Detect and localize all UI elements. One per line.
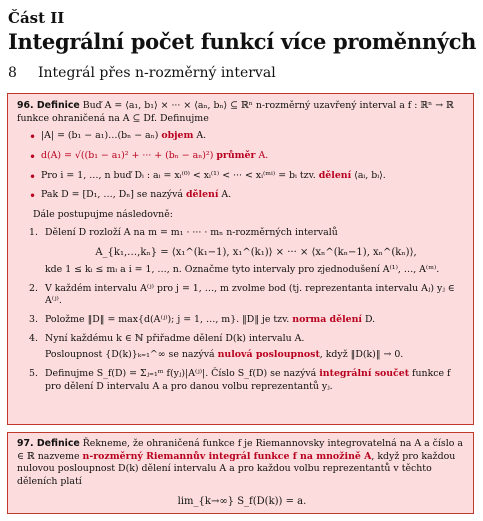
step-tail: , když ‖D(k)‖ → 0.: [319, 349, 404, 361]
bullet-tail: A.: [255, 150, 269, 162]
term-partition: dělení: [318, 169, 352, 181]
term-volume: objem: [161, 130, 194, 142]
step-1: [29, 227, 467, 277]
definition-96-bullets: [17, 130, 467, 202]
step-4: [29, 333, 467, 362]
step-1-after: kde 1 ≤ kᵢ ≤ mᵢ a i = 1, …, n. Označme tyto intervaly pro zjednodušení A⁽¹⁾, …, A⁽ᵐ⁾.: [45, 264, 440, 275]
bullet-partition-1d: [29, 170, 467, 183]
step-number: 3.: [29, 314, 38, 326]
term-integral-sum: integrální součet: [319, 368, 410, 380]
continue-text: Dále postupujme následovně:: [33, 209, 173, 221]
definition-97-text: [17, 438, 467, 489]
bullet-text: Pak D = [D₁, …, Dₙ] se nazývá: [41, 189, 186, 201]
step-text: Dělení D rozloží A na m = m₁ · ··· · mₙ n-rozměrných intervalů: [45, 226, 338, 238]
part-heading: Část II: [8, 9, 65, 27]
step-text: V každém intervalu A⁽ʲ⁾ pro j = 1, …, m zvolme bod (tj. reprezentanta intervalu Aⱼ) yⱼ ∈ A⁽ʲ⁾.: [45, 282, 455, 307]
step-number: 2.: [29, 282, 38, 294]
term-null-sequence: nulová posloupnost: [217, 349, 320, 361]
bullet-tail: A.: [193, 130, 207, 142]
step-tail: D.: [361, 314, 376, 326]
bullet-partition-nd: [29, 189, 467, 202]
step-4-sequence: [45, 349, 467, 362]
definition-97-label: 97. Definice: [17, 438, 80, 449]
definition-97-tail: , když pro každou nulovou posloupnost D(k) dělení intervalu A a pro každou volbu reprezentantů v těchto děleních platí: [17, 450, 456, 488]
step-text: Definujme S_f(D) = Σⱼ₌₁ᵐ f(yⱼ)|A⁽ʲ⁾|. Číslo S_f(D) se nazývá: [45, 368, 320, 380]
section-heading: [8, 65, 276, 81]
term-partition: dělení: [185, 189, 219, 201]
definition-96-intro-text: Buď A = ⟨a₁, b₁⟩ × ··· × ⟨aₙ, bₙ⟩ ⊆ ℝⁿ n-rozměrný uzavřený interval a f : ℝⁿ → ℝ funkce ohraničená na A ⊆ Df. Definujme: [17, 100, 454, 124]
step-number: 1.: [29, 226, 38, 238]
bullet-diameter: [29, 150, 467, 163]
chapter-title: Integrální počet funkcí více proměnných: [8, 29, 477, 54]
step-number: 5.: [29, 368, 38, 380]
definition-96-steps: [17, 227, 467, 394]
definition-96-label: 96. Definice: [17, 100, 80, 111]
bullet-text: d(A) = √((b₁ − a₁)² + ··· + (bₙ − aₙ)²): [41, 150, 217, 162]
section-number: 8: [8, 65, 17, 81]
step-number: 4.: [29, 332, 38, 344]
term-norm: norma dělení: [292, 314, 362, 326]
step-text: Posloupnost {D(k)}ₖ₌₁^∞ se nazývá: [45, 349, 218, 361]
bullet-text: |A| = (b₁ − a₁)…(bₙ − aₙ): [41, 130, 162, 142]
section-title: Integrál přes n-rozměrný interval: [38, 65, 276, 81]
definition-96-intro: [17, 100, 467, 125]
limit-formula: lim_{k→∞} S_f(D(k)) = a.: [177, 495, 307, 507]
term-riemann-integral: n-rozměrný Riemannův integrál funkce f na množině A: [82, 450, 372, 462]
step-5: [29, 368, 467, 393]
bullet-volume: [29, 130, 467, 143]
definition-97-box: [7, 432, 474, 514]
bullet-tail: ⟨aᵢ, bᵢ⟩.: [351, 169, 386, 181]
definition-97-pre: Řekneme, že ohraničená funkce f je Riemannovsky integrovatelná na A a číslo a ∈ ℝ nazveme: [17, 438, 463, 462]
definition-96-box: [7, 93, 474, 425]
bullet-tail: A.: [218, 189, 232, 201]
term-diameter: průměr: [216, 150, 256, 162]
step-text: Položme ‖D‖ = max{d(A⁽ʲ⁾); j = 1, …, m}. ‖D‖ je tzv.: [45, 314, 293, 326]
bullet-text: Pro i = 1, …, n buď Dᵢ : aᵢ = xᵢ⁽⁰⁾ < xᵢ⁽¹⁾ < ··· < xᵢ⁽ᵐⁱ⁾ = bᵢ tzv.: [41, 169, 319, 181]
step-text: Nyní každému k ∈ ℕ přiřadme dělení D(k) intervalu A.: [45, 332, 305, 344]
step-2: [29, 283, 467, 308]
step-3: [29, 314, 467, 327]
step-tail: funkce f pro dělení D intervalu A a pro danou volbu reprezentantů yⱼ.: [45, 368, 451, 392]
interval-formula: A_{k₁,…,kₙ} = ⟨x₁^(k₁−1), x₁^(k₁)⟩ × ··· × ⟨xₙ^(kₙ−1), xₙ^(kₙ)⟩,: [95, 246, 417, 258]
